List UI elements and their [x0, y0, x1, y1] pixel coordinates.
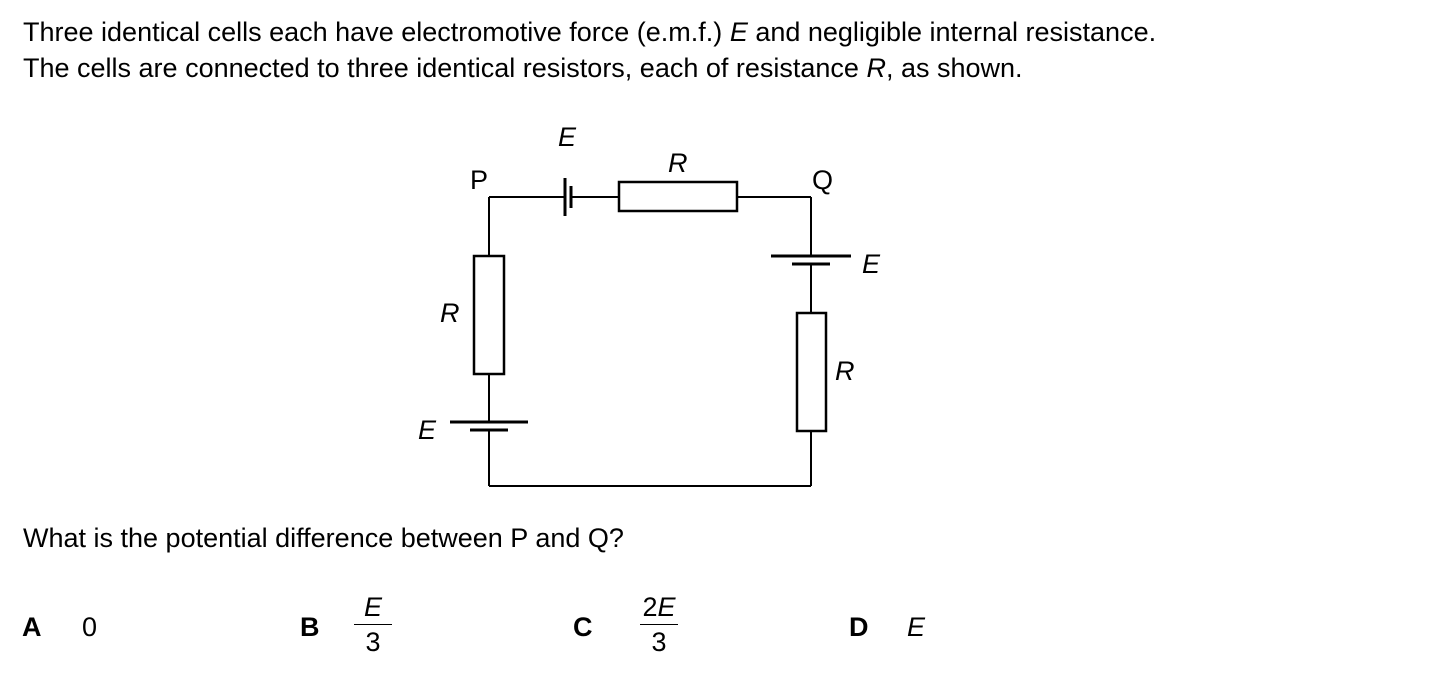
label-cell-right-emf: E — [862, 249, 881, 279]
resistor-left — [474, 256, 504, 374]
option-c-denominator: 3 — [651, 627, 667, 657]
intro-text: , as shown. — [885, 53, 1023, 83]
label-resistor-top: R — [668, 148, 688, 178]
intro-text: The cells are connected to three identical resistors, each of resistance — [23, 53, 867, 83]
label-resistor-left: R — [440, 298, 460, 328]
label-p: P — [470, 165, 489, 195]
question-text: What is the potential difference between P and Q? — [23, 523, 624, 553]
option-c-numerator — [636, 592, 682, 622]
option-a-value[interactable]: 0 — [82, 612, 98, 642]
resistor-top — [619, 182, 737, 211]
label-resistor-right: R — [835, 356, 855, 386]
option-b-fraction[interactable] — [350, 592, 396, 657]
option-c-numerator-text: 2E — [642, 592, 676, 622]
intro-text: and negligible internal resistance. — [747, 17, 1157, 47]
emf-symbol: E — [729, 17, 748, 47]
option-b-letter[interactable]: B — [300, 612, 320, 642]
intro-text: Three identical cells each have electromotive force (e.m.f.) — [23, 17, 730, 47]
option-c-fraction[interactable] — [636, 592, 682, 657]
label-q: Q — [812, 165, 834, 195]
option-b-numerator: E — [363, 592, 382, 622]
option-d-letter[interactable]: D — [849, 612, 869, 642]
resistance-symbol: R — [866, 53, 886, 83]
option-c-letter[interactable]: C — [573, 612, 593, 642]
option-d-value[interactable]: E — [907, 612, 926, 642]
option-a-letter[interactable]: A — [22, 612, 42, 642]
label-cell-left-emf: E — [418, 415, 437, 445]
fraction-bar — [354, 624, 392, 625]
option-b-denominator: 3 — [365, 627, 381, 657]
label-cell-top-emf: E — [558, 122, 577, 152]
resistor-right — [797, 313, 826, 431]
fraction-bar — [640, 624, 678, 625]
